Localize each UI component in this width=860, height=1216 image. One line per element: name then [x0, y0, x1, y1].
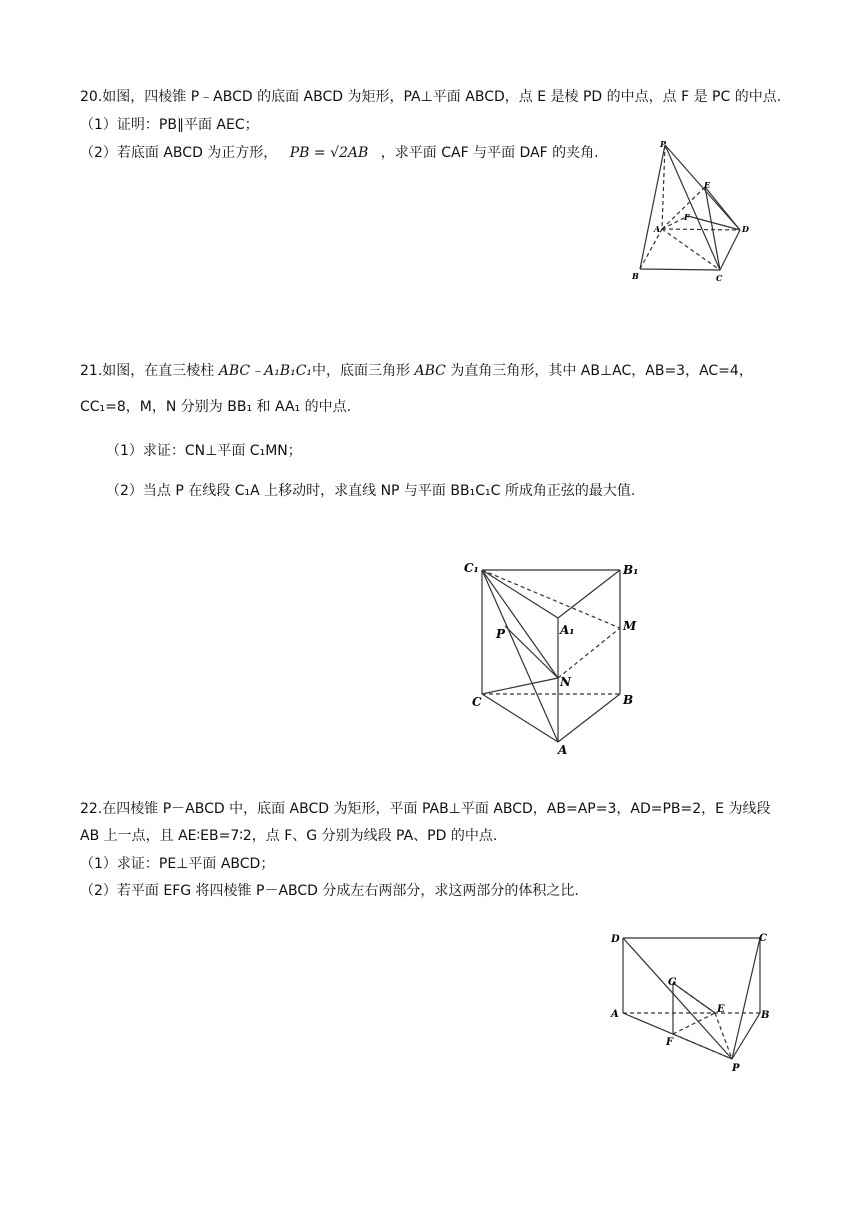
label-B: B: [623, 693, 634, 707]
problem-21-abc: ABC: [414, 363, 446, 379]
problem-21-line2-text: CC₁=8，M，N 分别为 BB₁ 和 AA₁ 的中点.: [80, 399, 352, 415]
problem-21-part2-text: （2）当点 P 在线段 C₁A 上移动时，求直线 NP 与平面 BB₁C₁C 所成角正弦的最大值.: [106, 483, 636, 499]
label-C: C: [472, 695, 482, 709]
problem-21-line2: [80, 398, 351, 416]
label-A: A: [558, 743, 568, 756]
label-D: D: [742, 224, 749, 234]
problem-22-statement: [80, 800, 770, 818]
problem-21-line1-post: 为直角三角形，其中 AB⊥AC，AB=3，AC=4，: [450, 363, 753, 379]
label-B: B: [632, 271, 639, 281]
problem-21-prism-name: ABC﹣A₁B₁C₁: [218, 363, 313, 379]
label-N: N: [560, 675, 571, 689]
label-P: P: [496, 627, 506, 641]
label-E: E: [717, 1004, 725, 1015]
figure-20-pyramid: [620, 136, 770, 286]
problem-20-part2-post: ，求平面 CAF 与平面 DAF 的夹角.: [380, 145, 599, 161]
problem-20-part1: [80, 116, 259, 134]
figure-22-pyramid: [605, 924, 785, 1074]
problem-21-part1: [106, 442, 302, 460]
label-C: C: [716, 273, 723, 283]
label-F: F: [666, 1037, 674, 1048]
label-P: P: [732, 1063, 740, 1074]
label-P: P: [660, 139, 667, 149]
problem-22-line2-text: AB 上一点，且 AE∶EB=7∶2，点 F、G 分别为线段 PA、PD 的中点.: [80, 828, 498, 844]
label-A: A: [654, 224, 661, 234]
problem-21-part2: [106, 482, 635, 500]
problem-22-part2: [80, 882, 579, 900]
problem-22-part2-text: （2）若平面 EFG 将四棱锥 P－ABCD 分成左右两部分，求这两部分的体积之比.: [80, 883, 579, 899]
problem-21-part1-text: （1）求证：CN⊥平面 C₁MN；: [106, 443, 302, 459]
problem-20-statement: [80, 88, 781, 106]
problem-21-line1-pre: 21.如图，在直三棱柱: [80, 363, 215, 379]
label-E: E: [704, 180, 711, 190]
problem-22-part1-text: （1）求证：PE⊥平面 ABCD；: [80, 856, 275, 872]
label-A1: A₁: [560, 623, 575, 637]
label-B: B: [761, 1010, 770, 1021]
label-F: F: [684, 212, 690, 222]
problem-22-line1-text: 22.在四棱锥 P－ABCD 中，底面 ABCD 为矩形，平面 PAB⊥平面 ABCD，AB=AP=3，AD=PB=2，E 为线段: [80, 801, 771, 817]
problem-20-part2-pre: （2）若底面 ABCD 为正方形，: [80, 145, 278, 161]
problem-20-title: 20.如图，四棱锥 P﹣ABCD 的底面 ABCD 为矩形，PA⊥平面 ABCD，点 E 是棱 PD 的中点，点 F 是 PC 的中点.: [80, 89, 782, 105]
label-M: M: [623, 619, 637, 633]
label-C: C: [759, 933, 767, 944]
problem-22-part1: [80, 855, 274, 873]
label-C1: C₁: [464, 561, 479, 575]
figure-21-prism: [460, 556, 650, 756]
problem-21-line1-mid: 中，底面三角形: [312, 363, 411, 379]
problem-20-part2-math: PB = √2AB: [289, 145, 369, 161]
label-B1: B₁: [623, 563, 639, 577]
label-D: D: [611, 934, 620, 945]
problem-21-statement: [80, 362, 753, 380]
problem-22-line2: [80, 827, 497, 845]
problem-20-part1-text: （1）证明：PB∥平面 AEC；: [80, 117, 259, 133]
problem-20-part2: [80, 144, 599, 162]
label-G: G: [668, 977, 677, 988]
label-A: A: [611, 1009, 619, 1020]
